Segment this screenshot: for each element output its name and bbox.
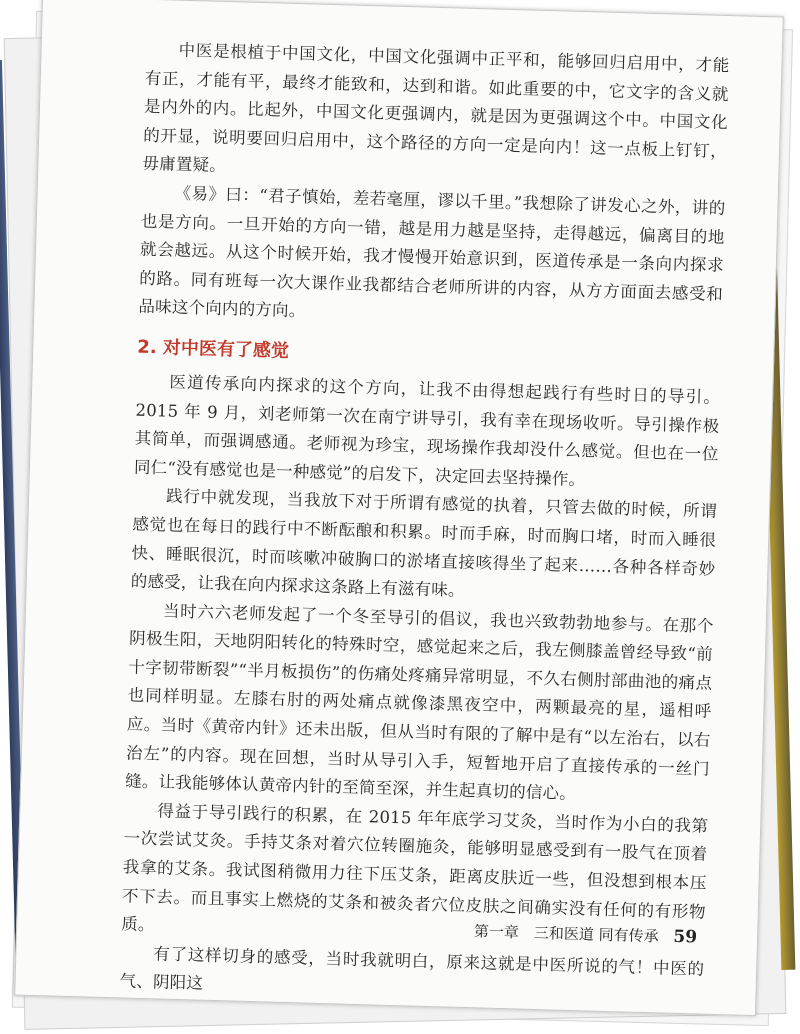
paragraph-5: 当时六六老师发起了一个冬至导引的倡议，我也兴致勃勃地参与。在那个阴极生阳，天地阴阳转化的特殊时空，感觉起来之后，我左侧膝盖曾经导致“前十字韧带断裂”“半月板损伤”的伤痛处疼痛异常明显，不久右侧肘部曲池的痛点也同样明显。左膝右肘的两处痛点就像漆黑夜空中，两颗最亮的星，遥相呼应。当时《黄帝内针》还未出版，但从当时有限的了解中是有“以左治右，以右治左”的内容。现在回想，当时从导引入手，短暂地开启了直接传承的一丝门缝。让我能够体认黄帝内针的至简至深，并生起真切的信心。 [124,601,715,804]
paragraph-4: 践行中就发现，当我放下对于所谓有感觉的执着，只管去做的时候，所谓感觉也在每日的践行中不断酝酿和积累。时而手麻，时而胸口堵，时而入睡很快、睡眠很沉，时而咳嗽冲破胸口的淤堵直接咳得坐了起来……各种各样奇妙的感受，让我在向内探求这条路上有滋有味。 [130,486,718,600]
paragraph-2: 《易》曰：“君子慎始，差若毫厘，谬以千里。”我想除了讲发心之外，讲的也是方向。一旦开始的方向一错，越是用力越是坚持，走得越远，偏离目的地就会越远。从这个时候开始，我才慢慢开始意识到，医道传承是一条向内探求的路。同有班每一次大课作业我都结合老师所讲的内容，从方方面面去感受和品味这个向内的方向。 [138,183,726,321]
paragraph-3: 医道传承向内探求的这个方向，让我不由得想起践行有些时日的导引。2015 年 9 月，刘老师第一次在南宁讲导引，我有幸在现场收听。导引操作极其简单，而强调感通。老师视为珍宝，现场操作我却没什么感觉。但也在一位同仁“没有感觉也是一种感觉”的启发下，决定回去坚持操作。 [133,372,721,489]
book-page [14,0,784,1016]
running-footer-chapter: 第一章 三和医道 同有传承 [473,922,659,946]
section-heading: 2. 对中医有了感觉 [137,336,290,362]
paragraph-7: 有了这样切身的感受，当时我就明白，原来这就是中医所说的气！中医的气、阴阳这 [119,944,705,994]
paragraph-1: 中医是根植于中国文化，中国文化强调中正平和，能够回归启用中，才能有正，才能有平，最终才能致和，达到和谐。如此重要的中，它文字的含义就是内外的内。比起外，中国文化更强调内，就是因为更强调这个中。中国文化的开显，说明要回归启用中，这个路径的方向一定是向内！这一点板上钉钉，毋庸置疑。 [142,40,730,176]
page-number: 59 [673,926,698,948]
paragraph-6: 得益于导引践行的积累，在 2015 年年底学习艾灸，当时作为小白的我第一次尝试艾灸。手持艾条对着穴位转圈施灸，能够明显感受到有一股气在顶着我拿的艾条。我试图稍微用力往下压艾条，距离皮肤近一些，但没想到根本压不下去。而且事实上燃烧的艾条和被灸者穴位皮肤之间确实没有任何的有形物质。 [120,801,709,935]
